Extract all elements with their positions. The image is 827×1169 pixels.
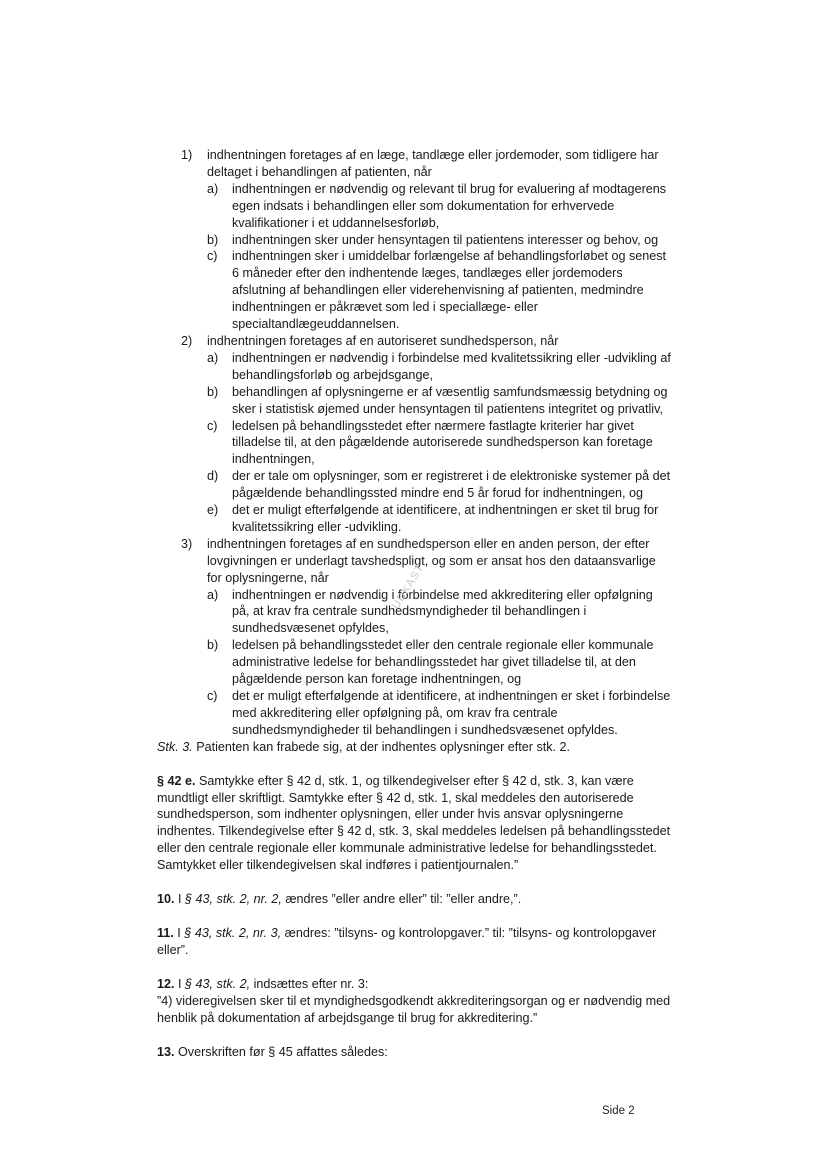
sub-list-item (157, 181, 672, 232)
amendment-11-text: ændres: ”tilsyns- og kontrolopgaver.” til: ”tilsyns- og kontrolopgaver eller”. (157, 925, 657, 957)
numbered-list (157, 147, 672, 739)
amendment-10-ref: § 43, stk. 2, nr. 2, (185, 892, 282, 907)
sub-list-item-text: ledelsen på behandlingsstedet eller den centrale regionale eller kommunale administrative ledelse for behandlingsstedet har givet tilladelse til, at den pågældende person kan foretage indhentningen, og (232, 638, 654, 687)
sub-list-item-letter: b) (207, 638, 219, 653)
amendment-12-pre: I (174, 976, 186, 991)
list-item-number: 2) (181, 333, 193, 348)
sub-list-item-text: ledelsen på behandlingsstedet efter nærmere fastlagte kriterier har givet tilladelse til, at den pågældende autoriserede sundhedsperson kan foretage indhentningen, (232, 418, 653, 467)
amendment-12-number: 12. (157, 976, 175, 991)
list-item-text: indhentningen foretages af en sundhedsperson eller en anden person, der efter lovgivningen er underlagt tavshedspligt, og som er ansat hos den dataansvarlige for oplysningerne, når (207, 536, 656, 585)
stk3-text: Patienten kan frabede sig, at der indhentes oplysninger efter stk. 2. (192, 739, 571, 754)
section-42e (157, 773, 672, 874)
sub-list-item-letter: a) (207, 181, 219, 196)
list-item-number: 3) (181, 536, 193, 551)
document-body (157, 147, 672, 1060)
amendment-12 (157, 976, 672, 1027)
sub-list-item-text: det er muligt efterfølgende at identificere, at indhentningen er sket i forbindelse med akkreditering eller opfølgning på, om krav fra centrale sundhedsmyndigheder til behandlingen i sundhedsvæsenet opfyldes. (232, 689, 671, 737)
amendment-12-quote: ”4) videregivelsen sker til et myndighedsgodkendt akkrediteringsorgan og er nødvendig med henblik på dokumentation af arbejdsgange til brug for akkreditering.” (157, 993, 671, 1025)
amendment-10-text: ændres ”eller andre eller” til: ”eller andre,”. (281, 892, 522, 907)
sub-list-item (157, 688, 672, 739)
amendment-13 (157, 1044, 672, 1061)
amendment-11 (157, 925, 672, 959)
amendment-10-pre: I (174, 892, 186, 907)
amendment-10 (157, 891, 672, 908)
sub-list-item (157, 637, 672, 688)
sub-list-item (157, 418, 672, 469)
sub-list-item-text: der er tale om oplysninger, som er registreret i de elektroniske systemer på det pågældende behandlingssted mindre end 5 år forud for indhentningen, og (232, 469, 671, 501)
sub-list-item-text: det er muligt efterfølgende at identificere, at indhentningen er sket til brug for kvalitetssikring eller -udvikling. (232, 503, 659, 534)
sub-list-item-letter: b) (207, 232, 219, 247)
sub-list-item-text: indhentningen er nødvendig i forbindelse med kvalitetssikring eller -udvikling af behandlingsforløb og arbejdsgange, (232, 350, 671, 382)
sub-list-item (157, 502, 672, 536)
list-item-number: 1) (181, 148, 193, 162)
amendment-13-text: Overskriften før § 45 affattes således: (174, 1044, 388, 1059)
sub-list-item-text: indhentningen er nødvendig i forbindelse med akkreditering eller opfølgning på, at krav fra centrale sundhedsmyndigheder til behandlingen i sundhedsvæsenet opfyldes, (232, 587, 653, 636)
sub-list-item (157, 384, 672, 418)
sub-list-item-text: behandlingen af oplysningerne er af væsentlig samfundsmæssig betydning og sker i statistisk øjemed under hensyntagen til patientens integritet og privatliv, (232, 384, 668, 416)
list-item (157, 147, 672, 181)
sub-list-item-letter: e) (207, 503, 219, 518)
draft-watermark: UDKAST (390, 562, 428, 612)
sub-list-item-letter: a) (207, 350, 219, 365)
list-item (157, 333, 672, 350)
sub-list-item-text: indhentningen sker under hensyntagen til patientens interesser og behov, og (232, 232, 659, 247)
sub-list-item (157, 587, 672, 638)
sub-list-item (157, 350, 672, 384)
sub-list-item-letter: c) (207, 418, 218, 433)
sub-list-item-letter: a) (207, 587, 219, 602)
stk3-paragraph (157, 739, 672, 756)
stk3-label: Stk. 3. (157, 739, 193, 754)
amendment-11-pre: I (173, 925, 185, 940)
amendment-11-ref: § 43, stk. 2, nr. 3, (184, 925, 282, 940)
section-42e-label: § 42 e. (157, 773, 196, 788)
amendment-12-ref: § 43, stk. 2, (185, 976, 251, 991)
page-number: Side 2 (602, 1105, 635, 1117)
sub-list-item-letter: b) (207, 384, 219, 399)
amendment-12-text: indsættes efter nr. 3: (250, 976, 369, 991)
section-42e-text: Samtykke efter § 42 d, stk. 1, og tilkendegivelser efter § 42 d, stk. 3, kan være mundtligt eller skriftligt. Samtykke efter § 42 d, stk. 1, skal meddeles den autoriserede sundhedsperson, som indhenter oplysningen, eller under hvis ansvar oplysningerne indhentes. Tilkendegivelse efter § 42 d, stk. 3, skal meddeles ledelsen på behandlingsstedet eller den centrale regionale eller kommunale administrative ledelse for behandlingsstedet. Samtykket eller tilkendegivelsen skal indføres i patientjournalen.” (157, 773, 671, 873)
amendment-10-number: 10. (157, 892, 175, 907)
amendment-11-number: 11. (157, 925, 174, 940)
sub-list-item-letter: c) (207, 689, 218, 703)
amendment-13-number: 13. (157, 1044, 175, 1059)
sub-list-item-letter: d) (207, 469, 219, 484)
list-item-text: indhentningen foretages af en autoriseret sundhedsperson, når (207, 333, 559, 348)
sub-list-item (157, 468, 672, 502)
sub-list-item (157, 232, 672, 249)
sub-list-item-letter: c) (207, 249, 218, 264)
sub-list-item-text: indhentningen er nødvendig og relevant til brug for evaluering af modtagerens egen indsats i behandlingen eller som dokumentation for erhvervede kvalifikationer i et uddannelsesforløb, (232, 181, 667, 230)
list-item-text: indhentningen foretages af en læge, tandlæge eller jordemoder, som tidligere har deltaget i behandlingen af patienten, når (207, 148, 659, 179)
sub-list-item (157, 248, 672, 333)
sub-list-item-text: indhentningen sker i umiddelbar forlængelse af behandlingsforløbet og senest 6 måneder efter den indhentende læges, tandlæges eller jordemoders afslutning af behandlingen eller viderehenvisning af patienten, medmindre indhentningen er påkrævet som led i speciallæge- eller specialtandlægeuddannelsen. (232, 249, 667, 332)
